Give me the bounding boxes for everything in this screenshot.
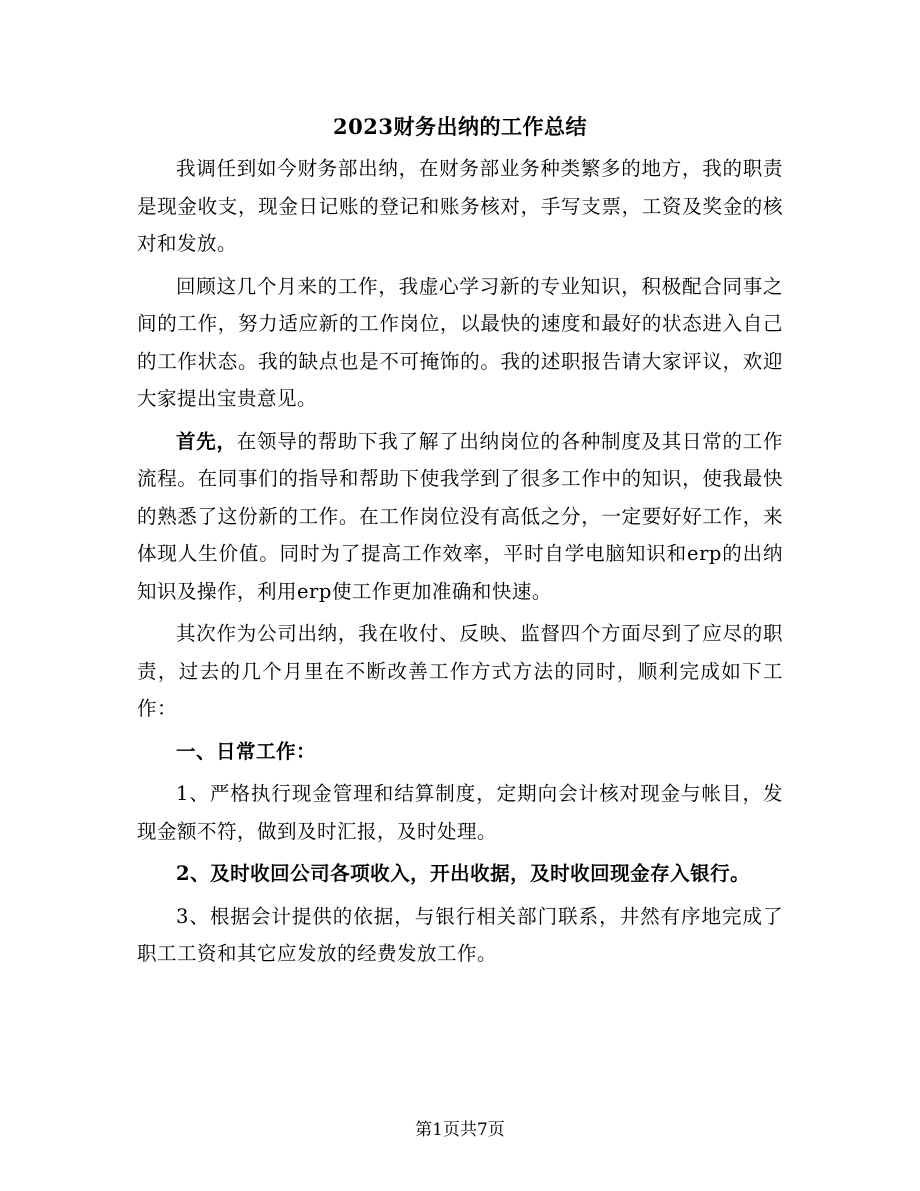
list-item-3: 3、根据会计提供的依据，与银行相关部门联系，井然有序地完成了职工工资和其它应发放的经费发放工作。 [137, 904, 783, 965]
paragraph-first-text: 在领导的帮助下我了解了出纳岗位的各种制度及其日常的工作流程。在同事们的指导和帮助下使我学到了很多工作中的知识，使我最快的熟悉了这份新的工作。在工作岗位没有高低之分，一定要好好工作，来体现人生价值。同时为了提高工作效率，平时自学电脑知识和erp的出纳知识及操作，利用erp使工作更加准确和快速。 [137, 429, 783, 603]
page-number: 第1页共7页 [415, 1120, 505, 1140]
document-body [137, 150, 783, 978]
paragraph-review: 回顾这几个月来的工作，我虚心学习新的专业知识，积极配合同事之间的工作，努力适应新的工作岗位，以最快的速度和最好的状态进入自己的工作状态。我的缺点也是不可掩饰的。我的述职报告请大家评议，欢迎大家提出宝贵意见。 [137, 274, 783, 410]
list-item-1: 1、严格执行现金管理和结算制度，定期向会计核对现金与帐目，发现金额不符，做到及时汇报，及时处理。 [137, 782, 783, 843]
paragraph-first [137, 423, 783, 611]
paragraph-first-lead: 首先， [176, 429, 237, 453]
list-item-2: 2、及时收回公司各项收入，开出收据，及时收回现金存入银行。 [176, 862, 751, 885]
document-title: 2023财务出纳的工作总结 [333, 114, 587, 139]
paragraph-second: 其次作为公司出纳，我在收付、反映、监督四个方面尽到了应尽的职责，过去的几个月里在不断改善工作方式方法的同时，顺利完成如下工作： [137, 622, 783, 720]
section-heading-daily-work: 一、日常工作： [176, 739, 317, 763]
paragraph-intro: 我调任到如今财务部出纳，在财务部业务种类繁多的地方，我的职责是现金收支，现金日记账的登记和账务核对，手写支票，工资及奖金的核对和发放。 [137, 157, 783, 255]
